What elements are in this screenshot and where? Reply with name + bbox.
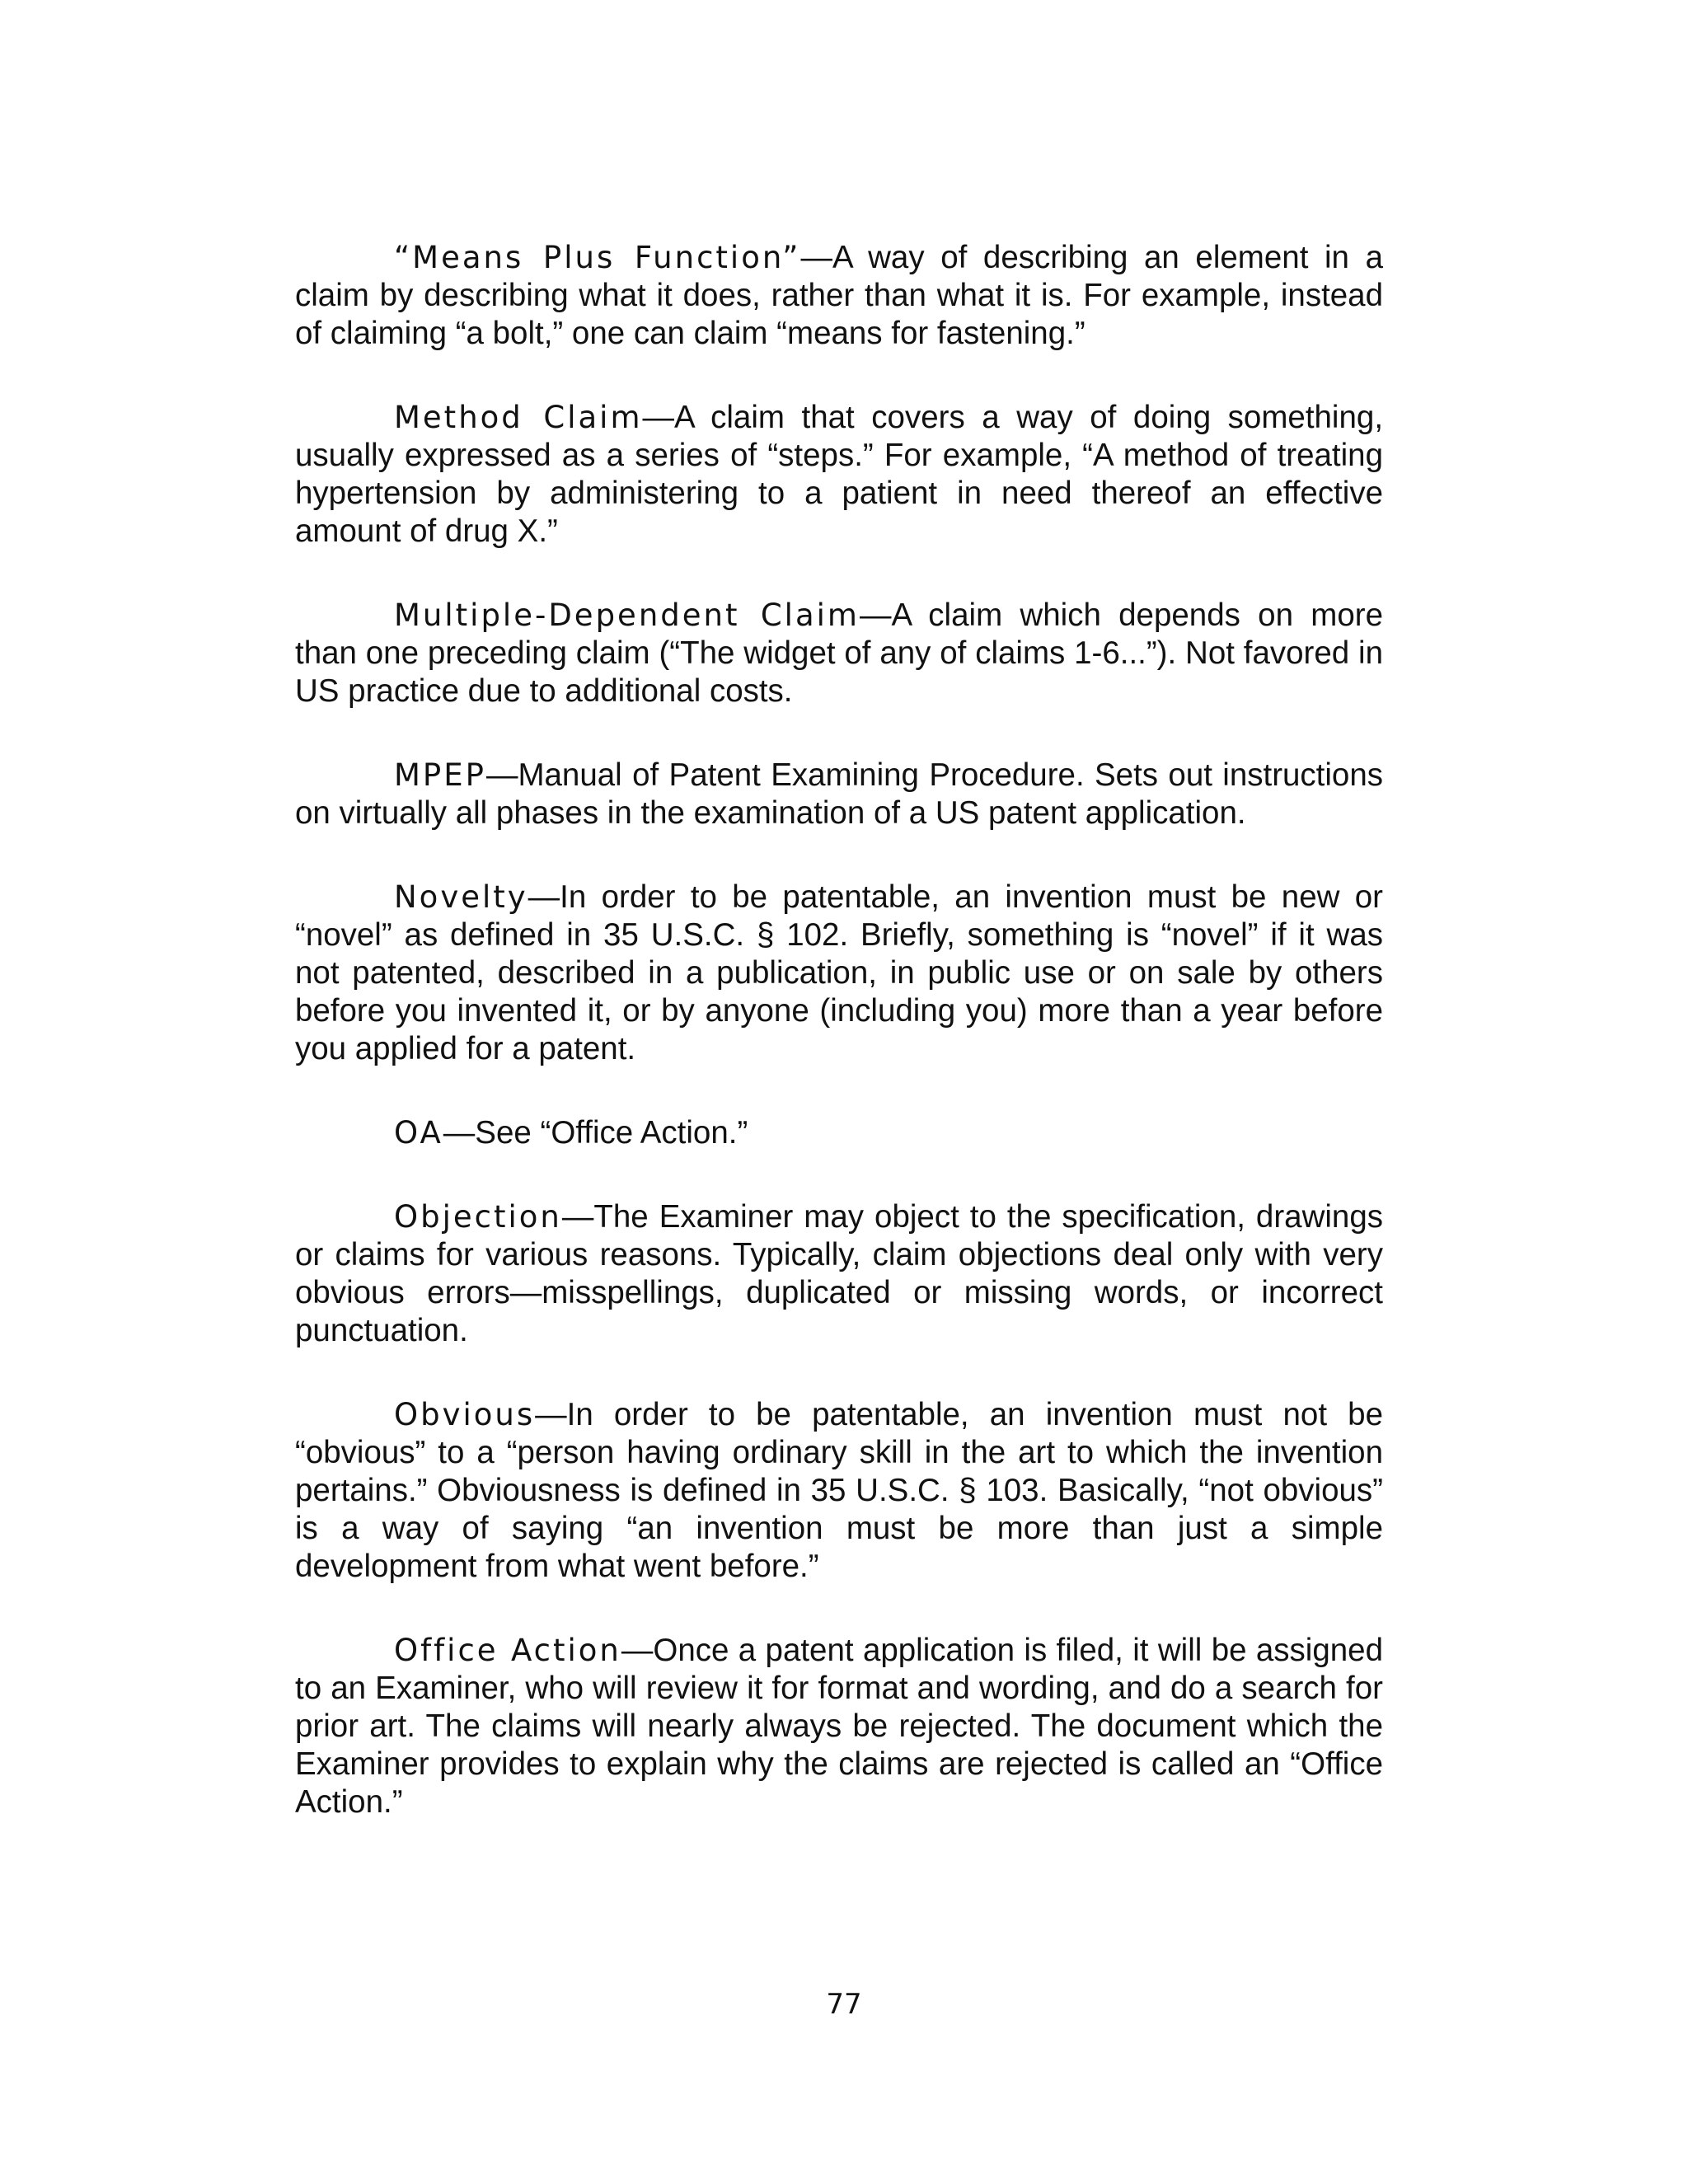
glossary-entry-method-claim	[295, 399, 1383, 551]
glossary-entry-office-action	[295, 1632, 1383, 1821]
glossary-definition: —A way of describing an element in a claim by describing what it does, rather than what it is. For example, instead of claiming “a bolt,” one can claim “means for fastening.”	[295, 240, 1383, 351]
glossary-term: “Means Plus Function”	[394, 240, 801, 275]
glossary-definition: —The Examiner may object to the specification, drawings or claims for various reasons. Typically, claim objections deal only with very obvious errors—misspellings, duplicated or missing words, or incorrect punctuation.	[295, 1199, 1383, 1348]
glossary-term: Novelty	[394, 879, 528, 915]
glossary-term: OA	[394, 1115, 443, 1151]
glossary-entry-mpep	[295, 757, 1383, 832]
glossary-entry-objection	[295, 1198, 1383, 1350]
glossary-definition: —In order to be patentable, an invention must not be “obvious” to a “person having ordinary skill in the art to which the invention pertains.” Obviousness is defined in 35 U.S.C. § 103. Basically, “not obvious” is a way of saying “an invention must be more than just a simple development from what went before.”	[295, 1397, 1383, 1584]
glossary-definition: —Once a patent application is filed, it will be assigned to an Examiner, who will review it for format and wording, and do a search for prior art. The claims will nearly always be rejected. The document which the Examiner provides to explain why the claims are rejected is called an “Office Action.”	[295, 1633, 1383, 1820]
glossary-definition: —Manual of Patent Examining Procedure. Sets out instructions on virtually all phases in the examination of a US patent application.	[295, 757, 1383, 831]
glossary-definition: —A claim that covers a way of doing something, usually expressed as a series of “steps.” For example, “A method of treating hypertension by administering to a patient in need thereof an effective amount of drug X.”	[295, 400, 1384, 549]
glossary-term: Obvious	[394, 1397, 536, 1432]
page-number: 77	[826, 1988, 862, 2021]
glossary-entry-means-plus-function	[295, 239, 1383, 353]
glossary-term: Objection	[394, 1199, 562, 1235]
glossary-entries	[295, 239, 1383, 1868]
glossary-definition: —A claim which depends on more than one preceding claim (“The widget of any of claims 1-6...”). Not favored in US practice due to additional costs.	[295, 598, 1383, 709]
glossary-definition: —See “Office Action.”	[443, 1115, 748, 1151]
glossary-entry-multiple-dependent-claim	[295, 597, 1383, 710]
glossary-definition: —In order to be patentable, an invention must be new or “novel” as defined in 35 U.S.C. § 102. Briefly, something is “novel” if it was not patented, described in a publication, in public use or on sale by others before you invented it, or by anyone (including you) more than a year before you applied for a patent.	[295, 879, 1383, 1066]
glossary-term: Method Claim	[394, 400, 643, 435]
glossary-term: Office Action	[394, 1633, 621, 1668]
glossary-entry-novelty	[295, 879, 1383, 1068]
glossary-entry-obvious	[295, 1396, 1383, 1586]
glossary-term: MPEP	[394, 757, 486, 793]
glossary-entry-oa	[295, 1114, 1383, 1152]
glossary-term: Multiple-Dependent Claim	[394, 598, 860, 633]
